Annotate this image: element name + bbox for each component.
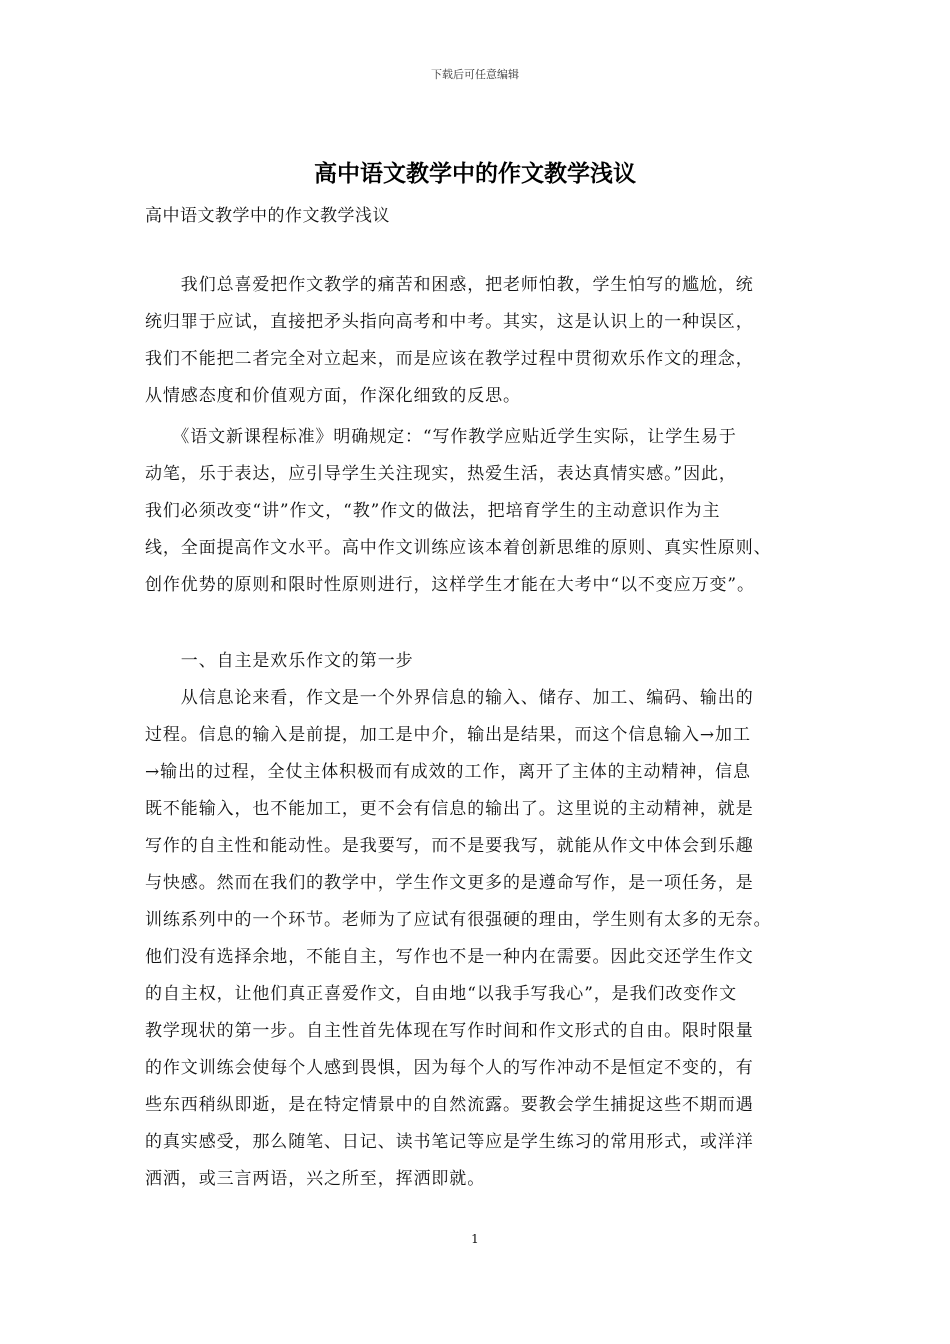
paragraph-autonomy xyxy=(145,680,807,1198)
section-heading xyxy=(145,643,807,680)
text-line: 从信息论来看，作文是一个外界信息的输入、储存、加工、编码、输出的 xyxy=(145,688,754,708)
text-line: 过程。信息的输入是前提，加工是中介，输出是结果，而这个信息输入→加工 xyxy=(145,725,751,745)
text-line: 创作优势的原则和限时性原则进行，这样学生才能在大考中“以不变应万变”。 xyxy=(145,575,755,595)
text-line: 我们不能把二者完全对立起来，而是应该在教学过程中贯彻欢乐作文的理念， xyxy=(145,349,754,369)
text-line: 与快感。然而在我们的教学中，学生作文更多的是遵命写作，是一项任务，是 xyxy=(145,873,754,893)
paragraph-curriculum-standard xyxy=(145,419,807,604)
text-line: 写作的自主性和能动性。是我要写，而不是要我写，就能从作文中体会到乐趣 xyxy=(145,836,754,856)
text-line: 的作文训练会使每个人感到畏惧，因为每个人的写作冲动不是恒定不变的，有 xyxy=(145,1058,754,1078)
section-heading-text: 一、自主是欢乐作文的第一步 xyxy=(145,651,414,671)
text-line: 训练系列中的一个环节。老师为了应试有很强硬的理由，学生则有太多的无奈。 xyxy=(145,910,772,930)
document-subtitle: 高中语文教学中的作文教学浅议 xyxy=(145,206,390,226)
text-line: 的真实感受，那么随笔、日记、读书笔记等应是学生练习的常用形式，或洋洋 xyxy=(145,1132,754,1152)
text-line: 线，全面提高作文水平。高中作文训练应该本着创新思维的原则、真实性原则、 xyxy=(145,538,772,558)
text-line: 既不能输入，也不能加工，更不会有信息的输出了。这里说的主动精神，就是 xyxy=(145,799,754,819)
text-line: →输出的过程，全仗主体积极而有成效的工作，离开了主体的主动精神，信息 xyxy=(145,762,751,782)
page-number: 1 xyxy=(471,1232,479,1246)
paragraph-intro xyxy=(145,267,807,415)
text-line: 教学现状的第一步。自主性首先体现在写作时间和作文形式的自由。限时限量 xyxy=(145,1021,754,1041)
text-line: 《语文新课程标准》明确规定：“写作教学应贴近学生实际，让学生易于 xyxy=(145,427,737,447)
text-line: 我们总喜爱把作文教学的痛苦和困惑，把老师怕教，学生怕写的尴尬，统 xyxy=(145,275,754,295)
text-line: 统归罪于应试，直接把矛头指向高考和中考。其实，这是认识上的一种误区， xyxy=(145,312,754,332)
text-line: 他们没有选择余地，不能自主，写作也不是一种内在需要。因此交还学生作文 xyxy=(145,947,754,967)
text-line: 从情感态度和价值观方面，作深化细致的反思。 xyxy=(145,386,521,406)
text-line: 的自主权，让他们真正喜爱作文，自由地“以我手写我心”，是我们改变作文 xyxy=(145,984,737,1004)
header-note: 下载后可任意编辑 xyxy=(431,68,519,81)
text-line: 我们必须改变“讲”作文，“教”作文的做法，把培育学生的主动意识作为主 xyxy=(145,501,721,521)
document-title: 高中语文教学中的作文教学浅议 xyxy=(314,160,636,187)
text-line: 动笔，乐于表达，应引导学生关注现实，热爱生活，表达真情实感。”因此， xyxy=(145,464,737,484)
text-line: 洒洒，或三言两语，兴之所至，挥洒即就。 xyxy=(145,1169,486,1189)
text-line: 些东西稍纵即逝，是在特定情景中的自然流露。要教会学生捕捉这些不期而遇 xyxy=(145,1095,754,1115)
